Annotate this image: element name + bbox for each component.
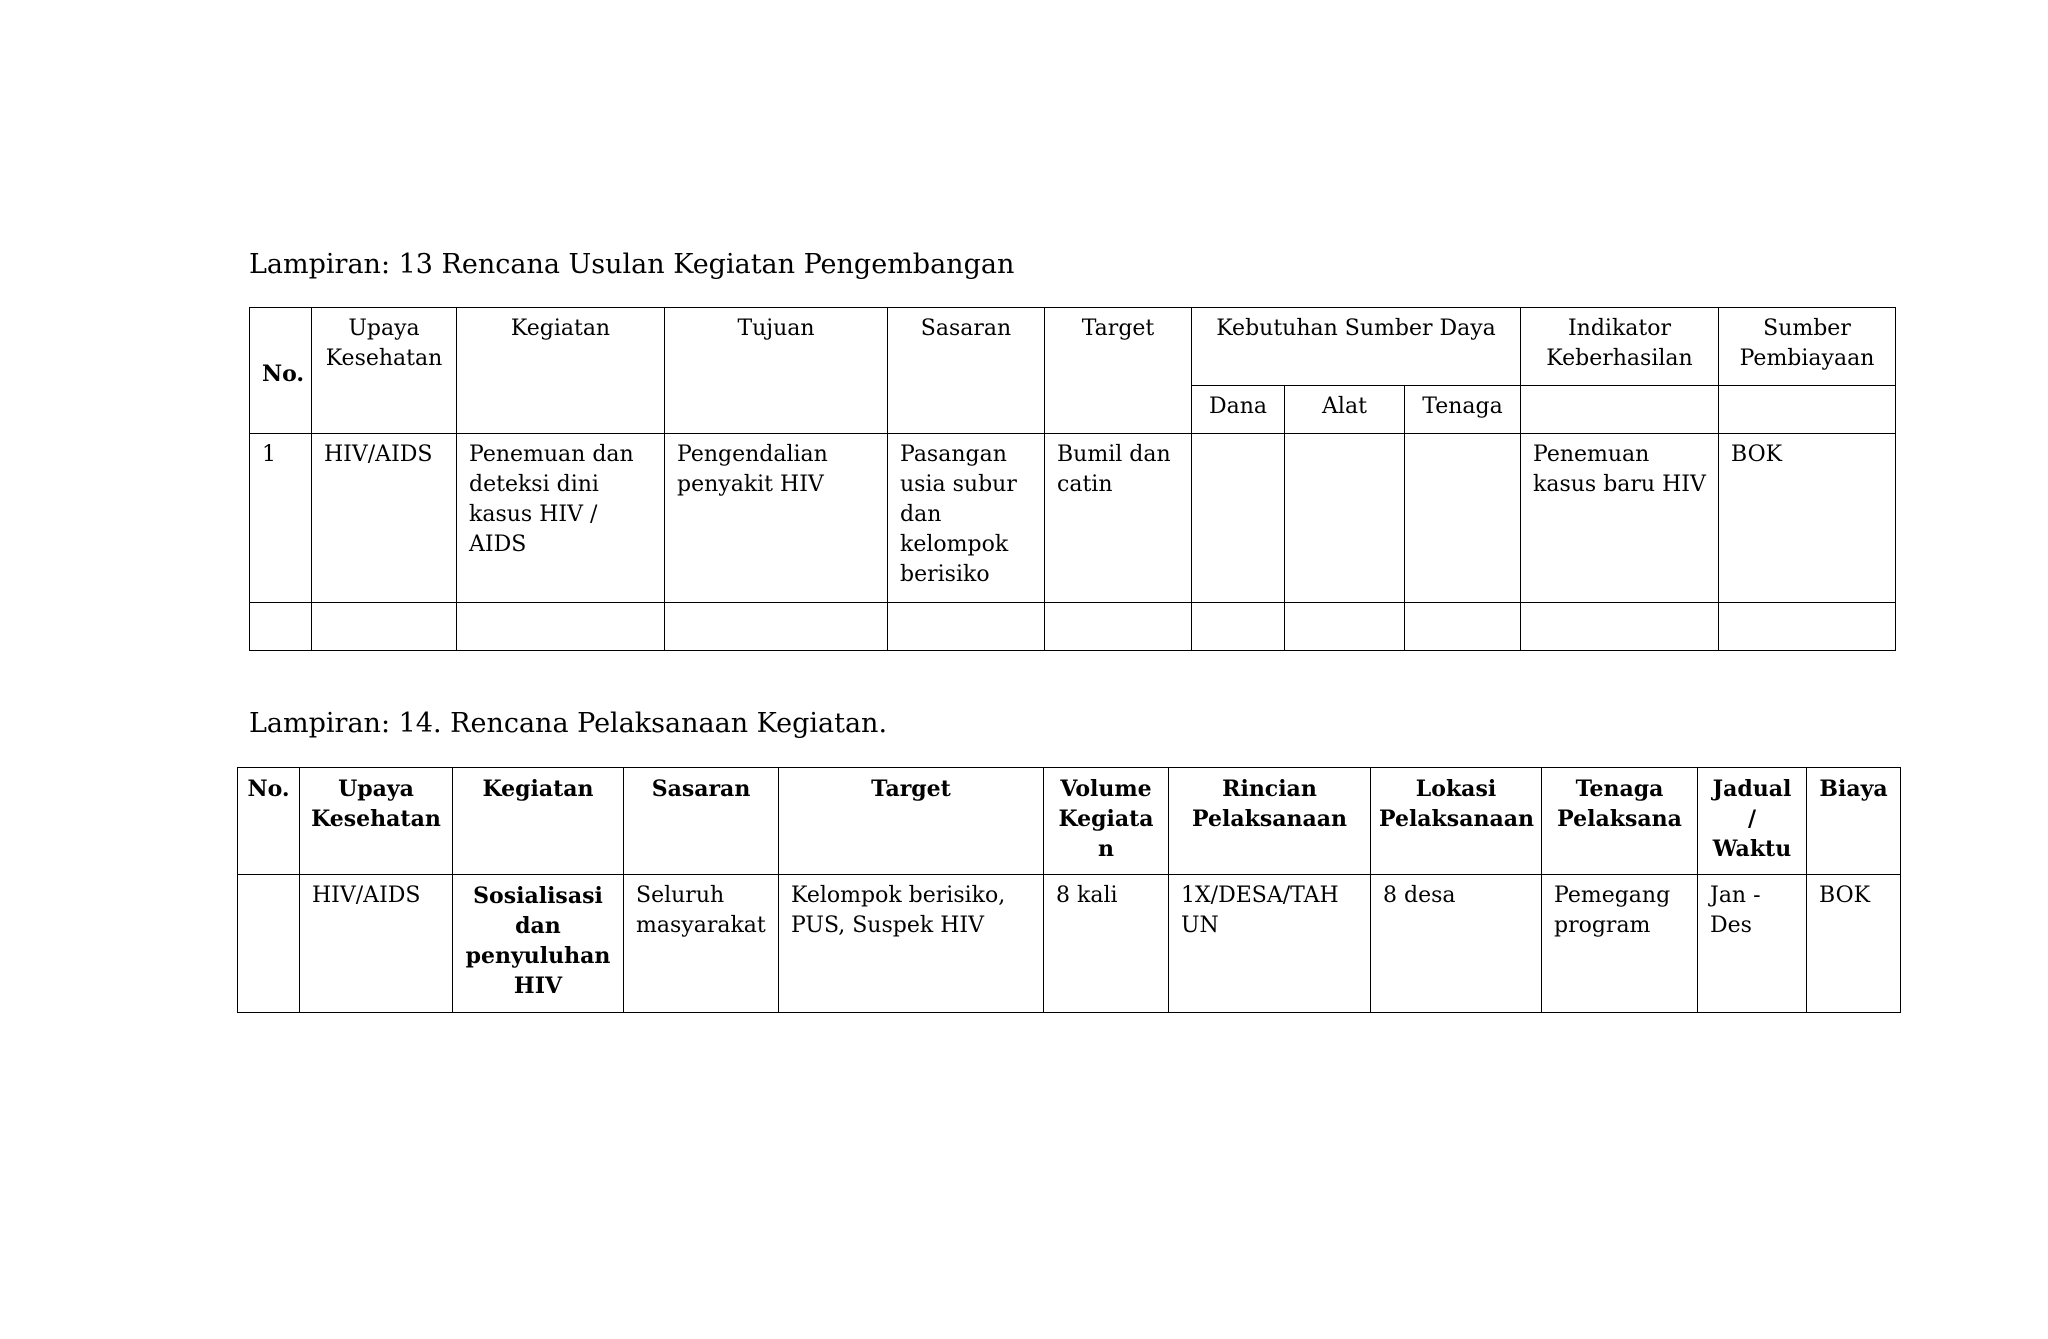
header-tujuan: Tujuan (665, 308, 888, 434)
cell-upaya: HIV/AIDS (312, 434, 457, 603)
cell-tenaga (1405, 434, 1521, 603)
cell-no (238, 875, 300, 1013)
header-kegiatan: Kegiatan (457, 308, 665, 434)
header-kegiatan: Kegiatan (453, 768, 624, 875)
cell-sumber: BOK (1719, 434, 1896, 603)
empty-cell (1045, 603, 1192, 651)
empty-cell (312, 603, 457, 651)
empty-cell (1405, 603, 1521, 651)
table-row (250, 434, 1896, 603)
header-tenaga-pelaksana: Tenaga Pelaksana (1542, 768, 1698, 875)
cell-kegiatan: Penemuan dan deteksi dini kasus HIV / AIDS (457, 434, 665, 603)
header-no: No. (238, 768, 300, 875)
cell-alat (1285, 434, 1405, 603)
cell-target: Kelompok berisiko, PUS, Suspek HIV (779, 875, 1044, 1013)
header-lokasi-pelaksanaan: Lokasi Pelaksanaan (1371, 768, 1542, 875)
cell-sasaran: Pasangan usia subur dan kelompok berisiko (888, 434, 1045, 603)
cell-dana (1192, 434, 1285, 603)
empty-cell (457, 603, 665, 651)
header-sumber-blank (1719, 386, 1896, 434)
header-rincian-pelaksanaan: Rincian Pelaksanaan (1169, 768, 1371, 875)
header-jadual-waktu: Jadual / Waktu (1698, 768, 1807, 875)
header-biaya: Biaya (1807, 768, 1901, 875)
header-no: No. (250, 308, 312, 434)
cell-kegiatan: Sosialisasi dan penyuluhan HIV (453, 875, 624, 1013)
cell-sasaran: Seluruh masyarakat (624, 875, 779, 1013)
cell-biaya: BOK (1807, 875, 1901, 1013)
cell-tenaga: Pemegang program (1542, 875, 1698, 1013)
header-upaya-kesehatan: Upaya Kesehatan (300, 768, 453, 875)
empty-cell (1521, 603, 1719, 651)
empty-cell (665, 603, 888, 651)
cell-tujuan: Pengendalian penyakit HIV (665, 434, 888, 603)
header-sumber-pembiayaan: Sumber Pembiayaan (1719, 308, 1896, 386)
table-row (250, 603, 1896, 651)
header-upaya-kesehatan: Upaya Kesehatan (312, 308, 457, 434)
table1-caption: Lampiran: 13 Rencana Usulan Kegiatan Pengembangan (249, 249, 1015, 280)
cell-lokasi: 8 desa (1371, 875, 1542, 1013)
header-volume-kegiatan: Volume Kegiata n (1044, 768, 1169, 875)
header-alat: Alat (1285, 386, 1405, 434)
cell-upaya: HIV/AIDS (300, 875, 453, 1013)
header-target: Target (779, 768, 1044, 875)
rencana-pelaksanaan-table (237, 767, 1901, 1013)
header-dana: Dana (1192, 386, 1285, 434)
header-indikator-keberhasilan: Indikator Keberhasilan (1521, 308, 1719, 386)
cell-indikator: Penemuan kasus baru HIV (1521, 434, 1719, 603)
header-tenaga: Tenaga (1405, 386, 1521, 434)
table2-caption: Lampiran: 14. Rencana Pelaksanaan Kegiatan. (249, 708, 888, 739)
header-indikator-blank (1521, 386, 1719, 434)
cell-volume: 8 kali (1044, 875, 1169, 1013)
rencana-usulan-table (249, 307, 1896, 651)
cell-jadual: Jan -Des (1698, 875, 1807, 1013)
table-row (238, 875, 1901, 1013)
cell-rincian: 1X/DESA/TAH UN (1169, 875, 1371, 1013)
header-target: Target (1045, 308, 1192, 434)
cell-target: Bumil dan catin (1045, 434, 1192, 603)
empty-cell (1192, 603, 1285, 651)
empty-cell (888, 603, 1045, 651)
header-kebutuhan-sumber-daya: Kebutuhan Sumber Daya (1192, 308, 1521, 386)
empty-cell (1285, 603, 1405, 651)
empty-cell (1719, 603, 1896, 651)
header-sasaran: Sasaran (624, 768, 779, 875)
header-sasaran: Sasaran (888, 308, 1045, 434)
empty-cell (250, 603, 312, 651)
cell-no: 1 (250, 434, 312, 603)
